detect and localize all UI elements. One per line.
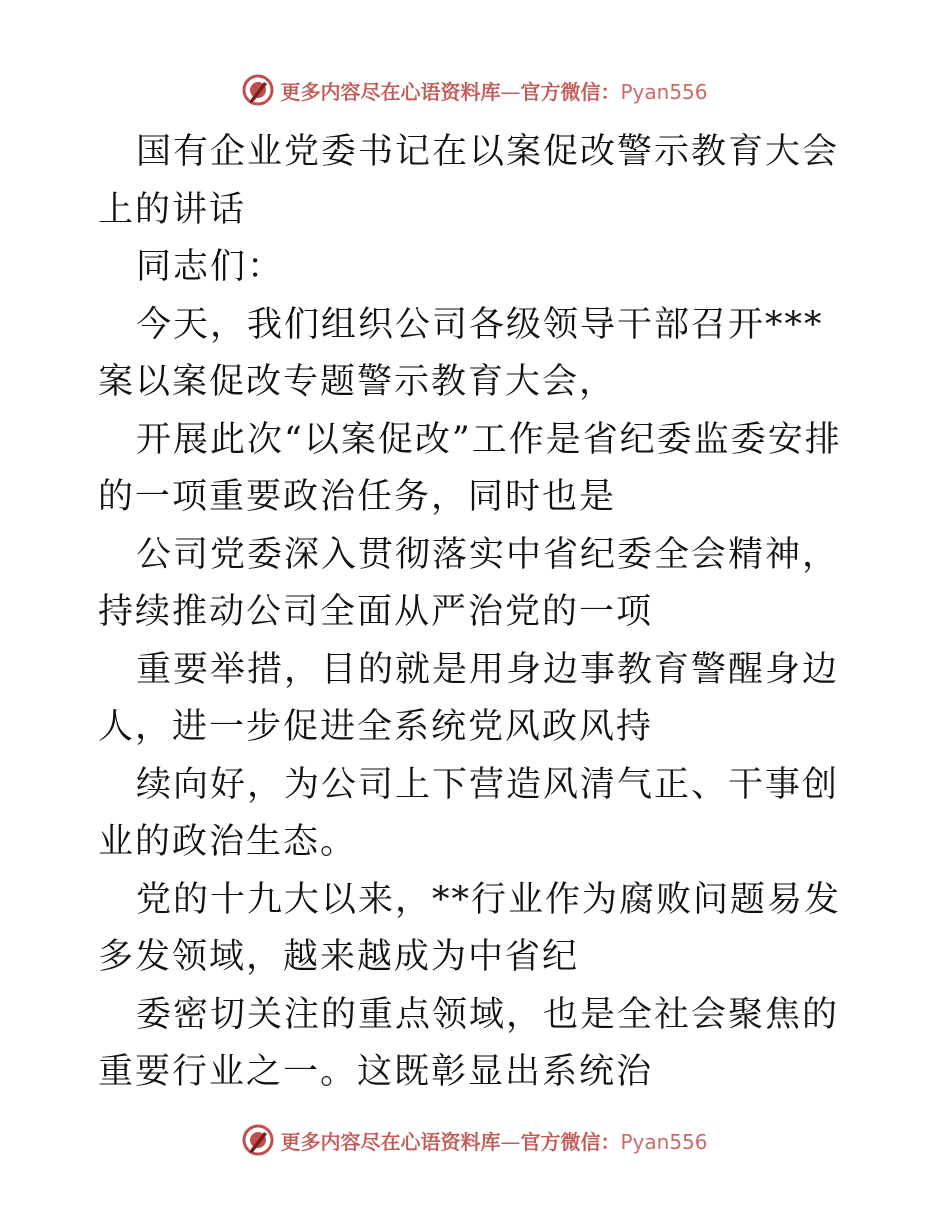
pen-logo-icon (242, 74, 274, 106)
watermark-wechat-label: 官方微信： (520, 1129, 621, 1154)
watermark-brand: 更多内容尽在心语资料库 (280, 1129, 501, 1154)
watermark-text (280, 1126, 707, 1155)
paragraph: 续向好，为公司上下营造风清气正、干事创业的政治生态。 (98, 764, 840, 862)
pen-logo-icon (242, 1124, 274, 1156)
salutation: 同志们： (136, 247, 285, 287)
watermark-wechat-label: 官方微信： (520, 79, 621, 104)
watermark-text (280, 76, 707, 105)
watermark-brand: 更多内容尽在心语资料库 (280, 79, 501, 104)
header-watermark (0, 70, 950, 110)
document-body (98, 124, 858, 1102)
watermark-separator: — (500, 1129, 521, 1154)
paragraph: 今天，我们组织公司各级领导干部召开***案以案促改专题警示教育大会， (98, 304, 824, 402)
paragraph: 重要举措，目的就是用身边事教育警醒身边人，进一步促进全系统党风政风持 (98, 649, 840, 747)
watermark-wechat-id: Pyan556 (620, 1129, 708, 1154)
paragraph: 开展此次“以案促改”工作是省纪委监委安排的一项重要政治任务，同时也是 (98, 419, 842, 517)
paragraph: 委密切关注的重点领域，也是全社会聚焦的重要行业之一。这既彰显出系统治 (98, 994, 840, 1092)
paragraph: 党的十九大以来，**行业作为腐败问题易发多发领域，越来越成为中省纪 (98, 879, 842, 977)
watermark-separator: — (500, 79, 521, 104)
paragraph: 公司党委深入贯彻落实中省纪委全会精神，持续推动公司全面从严治党的一项 (98, 534, 840, 632)
watermark-wechat-id: Pyan556 (620, 79, 708, 104)
footer-watermark (0, 1120, 950, 1160)
document-title: 国有企业党委书记在以案促改警示教育大会上的讲话 (98, 132, 840, 230)
